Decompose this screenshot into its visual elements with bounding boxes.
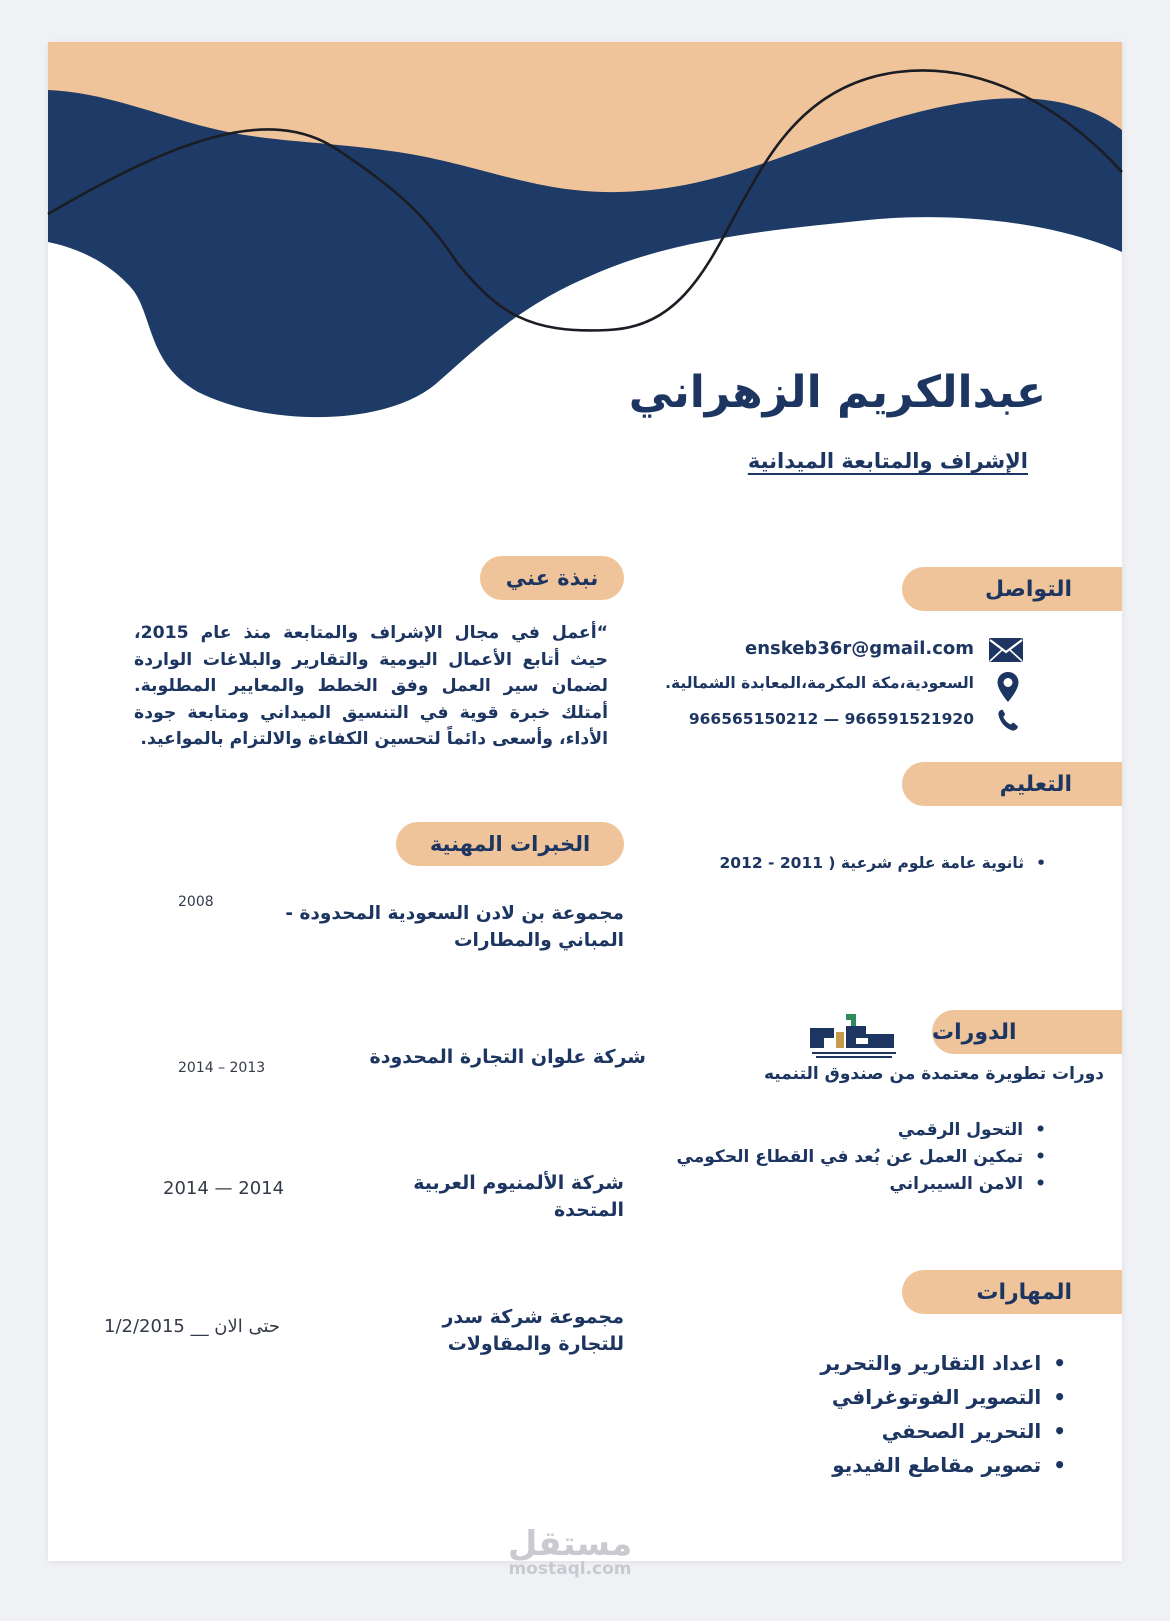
skill-item: • التصوير الفوتوغرافي bbox=[832, 1385, 1066, 1409]
experience-title: مجموعة بن لادن السعودية المحدودة - المباني والمطارات bbox=[285, 903, 624, 951]
section-heading-label: الخبرات المهنية bbox=[429, 832, 591, 856]
watermark-arabic: مستقل bbox=[507, 1524, 633, 1564]
experience-title: مجموعة شركة سدر للتجارة والمقاولات bbox=[442, 1306, 624, 1355]
skill-item: • تصوير مقاطع الفيديو bbox=[832, 1453, 1066, 1477]
about-text: “أعمل في مجال الإشراف والمتابعة منذ عام 2015، حيث أتابع الأعمال اليومية والتقارير والبلاغات الواردة لضمان سير العمل وفق الخطط والمعايير المطلوبة. أمتلك خبرة قوية في التنسيق الميداني ومتابعة جودة الأداء، وأسعى دائماً لتحسين الكفاءة والالتزام بالمواعيد. bbox=[134, 623, 608, 750]
experience-date: 2008 bbox=[178, 894, 214, 910]
section-heading-label: المهارات bbox=[976, 1279, 1072, 1305]
course-item: • تمكين العمل عن بُعد في القطاع الحكومي bbox=[677, 1147, 1046, 1167]
envelope-icon bbox=[988, 637, 1024, 663]
location-pin-icon bbox=[996, 671, 1020, 703]
contact-email[interactable]: enskeb36r@gmail.com bbox=[745, 638, 974, 659]
job-title: الإشراف والمتابعة الميدانية bbox=[747, 449, 1028, 473]
section-heading-label: التواصل bbox=[984, 576, 1072, 602]
experience-date: 2014 — 2014 bbox=[163, 1178, 285, 1199]
courses-subtitle: دورات تطويرة معتمدة من صندوق التنميه bbox=[764, 1064, 1104, 1084]
experience-date: 2014 – 2013 bbox=[178, 1060, 266, 1076]
experience-date: حتى الان __ 1/2/2015 bbox=[104, 1316, 281, 1337]
section-heading-education bbox=[902, 762, 1122, 806]
section-heading-skills bbox=[902, 1270, 1122, 1314]
contact-phone[interactable]: 966591521920 — 966565150212 bbox=[688, 710, 974, 728]
phone-icon bbox=[997, 708, 1019, 732]
section-heading-contact bbox=[902, 567, 1122, 611]
resume-page bbox=[48, 42, 1122, 1579]
contact-address: السعودية،مكة المكرمة،المعابدة الشمالية. bbox=[665, 674, 974, 692]
skill-item: • التحرير الصحفي bbox=[882, 1419, 1066, 1443]
mostaql-watermark bbox=[500, 1525, 640, 1579]
education-item: • ثانوية عامة علوم شرعية ( 2011 - 2012 bbox=[720, 854, 1047, 872]
experience-title: شركة علوان التجارة المحدودة bbox=[369, 1046, 646, 1068]
skill-item: • اعداد التقارير والتحرير bbox=[820, 1351, 1066, 1375]
course-item: • التحول الرقمي bbox=[898, 1120, 1046, 1140]
section-heading-label: نبذة عني bbox=[505, 566, 599, 590]
watermark-latin: mostaql.com bbox=[508, 1559, 632, 1579]
section-heading-label: الدورات bbox=[932, 1019, 1017, 1045]
course-item: • الامن السيبراني bbox=[890, 1174, 1046, 1194]
experience-title: شركة الألمنيوم العربية المتحدة bbox=[413, 1172, 624, 1221]
section-heading-about bbox=[480, 556, 624, 600]
candidate-name: عبدالكريم الزهراني bbox=[628, 367, 1046, 418]
section-heading-experience bbox=[396, 822, 624, 866]
section-heading-courses bbox=[932, 1010, 1122, 1054]
hrdf-logo bbox=[806, 1012, 910, 1062]
section-heading-label: التعليم bbox=[999, 771, 1072, 797]
